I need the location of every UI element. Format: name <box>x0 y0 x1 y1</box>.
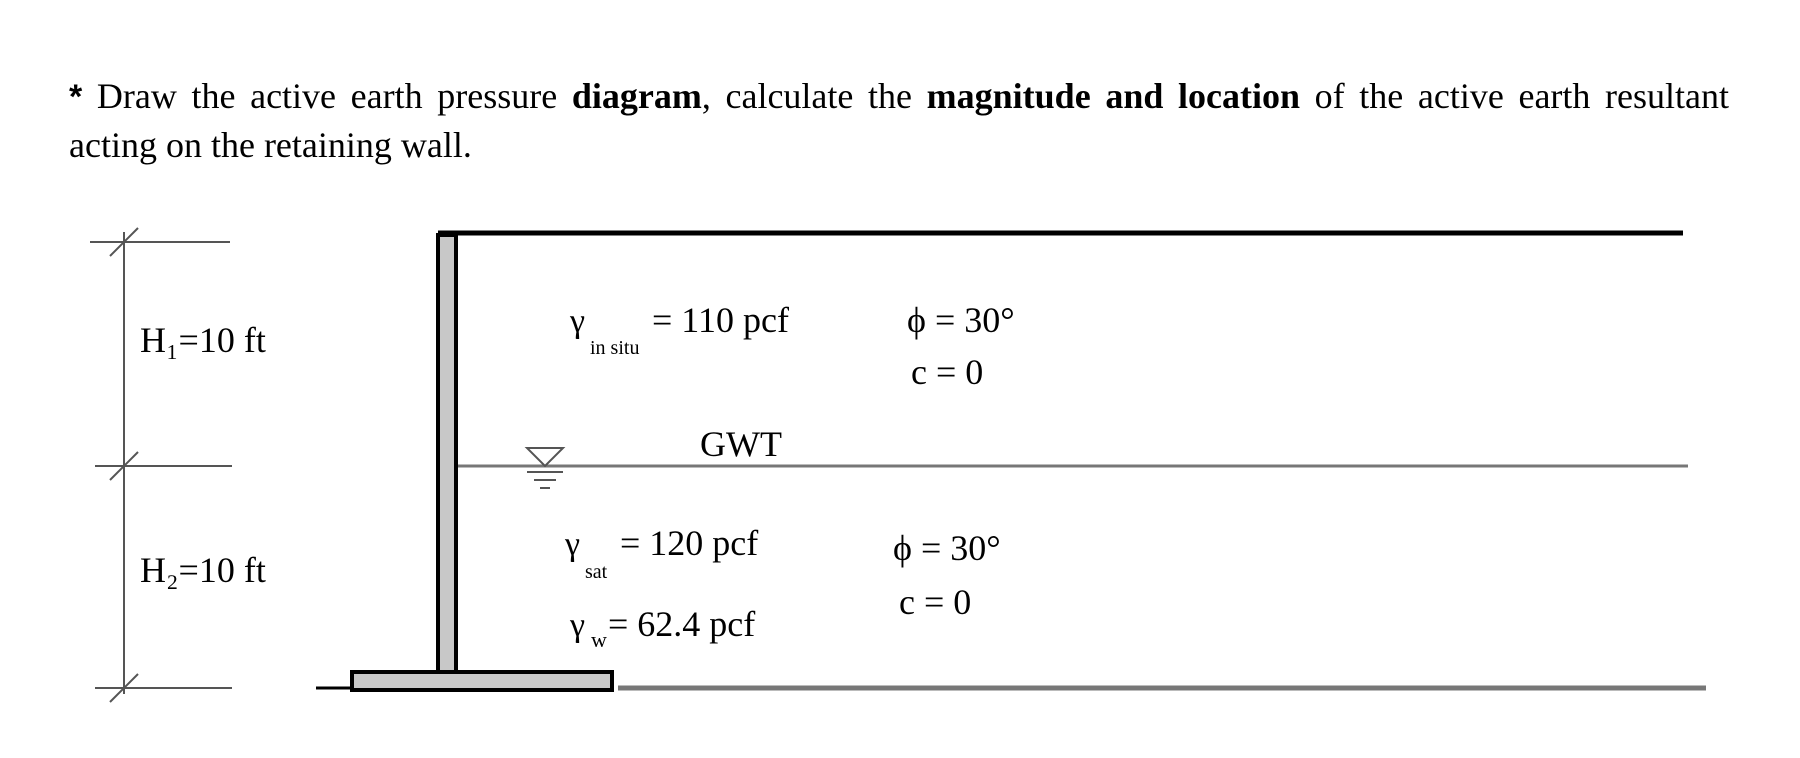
statement-part-1: Draw the active earth pressure <box>96 76 558 116</box>
gamma-sat-value: = 120 pcf <box>620 523 759 563</box>
gamma-w-symbol: γ <box>570 607 586 644</box>
upper-phi: ϕ = 30° <box>907 300 1015 340</box>
water-table-icon <box>527 448 563 488</box>
wall-footing <box>352 672 612 690</box>
statement-part-2: , calculate the <box>701 76 913 116</box>
asterisk-marker: * <box>69 78 83 116</box>
gamma-w-value: = 62.4 pcf <box>608 604 756 644</box>
dimension-line <box>90 228 232 702</box>
gwt-label: GWT <box>700 424 782 464</box>
gamma-sat-symbol: γ <box>565 526 581 563</box>
h2-label: H₂=10 ft <box>140 550 266 590</box>
statement-bold-diagram: diagram <box>571 76 702 116</box>
upper-cohesion: c = 0 <box>911 352 984 392</box>
statement-part-3: of the active earth resultant acting on the retaining wall. <box>69 76 1730 165</box>
wall-stem <box>438 235 456 672</box>
gamma-in-situ-subscript: in situ <box>590 337 640 359</box>
gamma-in-situ-value: = 110 pcf <box>652 300 789 340</box>
lower-cohesion: c = 0 <box>899 582 972 622</box>
gamma-in-situ-symbol: γ <box>570 303 586 340</box>
h1-label: H₁=10 ft <box>140 320 266 360</box>
gamma-sat-subscript: sat <box>585 561 608 583</box>
statement-bold-magnitude-location: magnitude and location <box>926 76 1300 116</box>
gamma-w-subscript: w <box>591 627 607 652</box>
lower-phi: ϕ = 30° <box>893 528 1001 568</box>
